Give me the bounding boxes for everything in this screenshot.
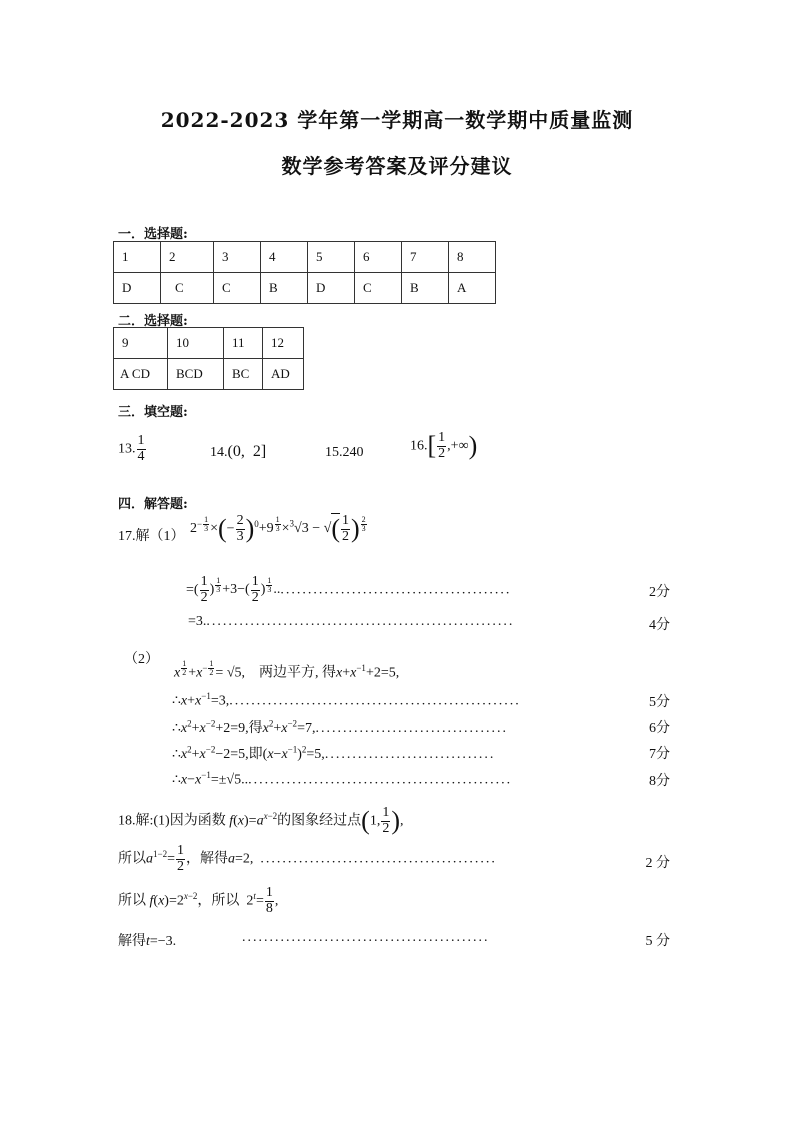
q17-part2-line3: $\therefore x^2+x^{-2}+2=9$,得$x^2+x^{-2}=7$,................................... 6分	[172, 718, 670, 736]
table-cell: 6	[355, 242, 402, 273]
table-cell: 8	[449, 242, 496, 273]
page-subtitle: 数学参考答案及评分建议	[281, 154, 513, 178]
score-label: 5 分	[645, 934, 670, 949]
q17-part2-line4: $\therefore x^2+x^{-2}-2=5$,即$(x-x^{-1})^2=5$,............................... 7分	[172, 744, 670, 762]
inline-text: 解得	[118, 934, 146, 949]
table-cell: 9	[114, 328, 168, 359]
table-cell: C	[161, 273, 214, 304]
table-cell: 5	[308, 242, 355, 273]
q18-line1: 18.解:(1)因为函数 $f(x)=a^{x-2}$的图象经过点(1, $\frac{1}{2}$ ),	[118, 805, 404, 836]
table-cell: 4	[261, 242, 308, 273]
table-cell: BC	[224, 359, 263, 390]
q17-label: 17.解（1）	[118, 529, 185, 544]
table-row	[114, 273, 496, 304]
table-cell: A	[449, 273, 496, 304]
q17-expression: $2^{- \frac{1}{3}}$ ×(− $\frac{2}{3}$ )$^0$+9 $^{\frac{1}{3}}$ ×$^3$√3 − √( $\frac{1}{2}$ ) $^{\frac{2}{3}}$	[190, 513, 366, 544]
inline-text: ，所以	[197, 893, 240, 909]
q17-step2: =3......................................................... 4分	[188, 614, 670, 633]
table-cell: 12	[263, 328, 304, 359]
answer-table-2	[113, 327, 304, 390]
table-cell: B	[261, 273, 308, 304]
q18-line2: 所以$a^{1-2}=$ $\frac{1}{2}$ ，解得a=2, ........................................... 2 分	[118, 843, 670, 874]
table-row	[114, 359, 304, 390]
fill-answer-13: 13. $\frac{1}{4}$	[118, 433, 145, 464]
inline-text: 所以	[118, 851, 146, 867]
section-2-title: 二．选择题:	[118, 314, 188, 329]
answer-table-1	[113, 241, 496, 304]
score-label: 5分	[649, 695, 670, 710]
q17-part2-label: （2）	[124, 652, 159, 667]
q18-line4: 解得t=−3. ............................................. 5 分	[118, 930, 670, 949]
section-4-title: 四．解答题:	[118, 497, 188, 512]
table-row	[114, 242, 496, 273]
score-label: 7分	[649, 747, 670, 762]
score-label: 6分	[649, 721, 670, 736]
q17-part2-line2: $\therefore x+x^{-1}=3$,..................................................... 5分	[172, 691, 670, 710]
question-label: 18.解:	[118, 813, 154, 829]
q17-part2-line5: $\therefore x-x^{-1}=\pm√5$.................................................. 8分	[172, 770, 670, 789]
q17-step1: =( $\frac{1}{2}$ ) $^{\frac{1}{3}}$ +3−( $\frac{1}{2}$ ) $^{\frac{1}{3}}$ ............................................ 2分	[186, 574, 670, 605]
inline-text: ，解得	[185, 851, 228, 867]
inline-text: 所以	[118, 893, 146, 909]
fill-answer-15: 15.240	[325, 445, 364, 460]
inline-text: 即	[248, 747, 263, 762]
page-title: 2022-2023 学年第一学期高一数学期中质量监测	[160, 108, 634, 132]
section-1-title: 一．选择题:	[118, 227, 188, 242]
table-cell: 10	[168, 328, 224, 359]
table-cell: A CD	[114, 359, 168, 390]
score-label: 4分	[649, 618, 670, 633]
table-cell: 7	[402, 242, 449, 273]
section-3-title: 三．填空题:	[118, 405, 188, 420]
table-cell: D	[308, 273, 355, 304]
q18-line3: 所以 $f(x)=2^{x-2}$，所以 $2^t=$ $\frac{1}{8}$ ,	[118, 885, 279, 916]
score-label: 2分	[649, 585, 670, 600]
inline-text: 的图象经过点	[277, 813, 362, 829]
table-cell: C	[355, 273, 402, 304]
table-cell: C	[214, 273, 261, 304]
table-cell: BCD	[168, 359, 224, 390]
score-label: 8分	[649, 774, 670, 789]
inline-text: (1)因为函数	[153, 813, 226, 829]
inline-text: 两边平方, 得	[259, 665, 337, 681]
table-cell: 11	[224, 328, 263, 359]
question-number: 13.	[118, 441, 136, 457]
table-cell: 3	[214, 242, 261, 273]
fill-answer-16: 16.[ $\frac{1}{2}$ ,+∞)	[410, 430, 478, 461]
table-cell: D	[114, 273, 161, 304]
table-row	[114, 328, 304, 359]
table-cell: AD	[263, 359, 304, 390]
question-number: 14.	[210, 445, 228, 460]
table-cell: B	[402, 273, 449, 304]
table-cell: 2	[161, 242, 214, 273]
question-number: 16.	[410, 438, 428, 454]
q17-part2-line1: x $^{\frac{1}{2}}$ $+x^{- \frac{1}{2}}$ = √5, 两边平方, 得$x+x^{-1}+2=5$,	[174, 659, 400, 681]
fill-answer-14: 14.(0, 2]	[210, 443, 267, 460]
score-label: 2 分	[645, 856, 670, 871]
table-cell: 1	[114, 242, 161, 273]
